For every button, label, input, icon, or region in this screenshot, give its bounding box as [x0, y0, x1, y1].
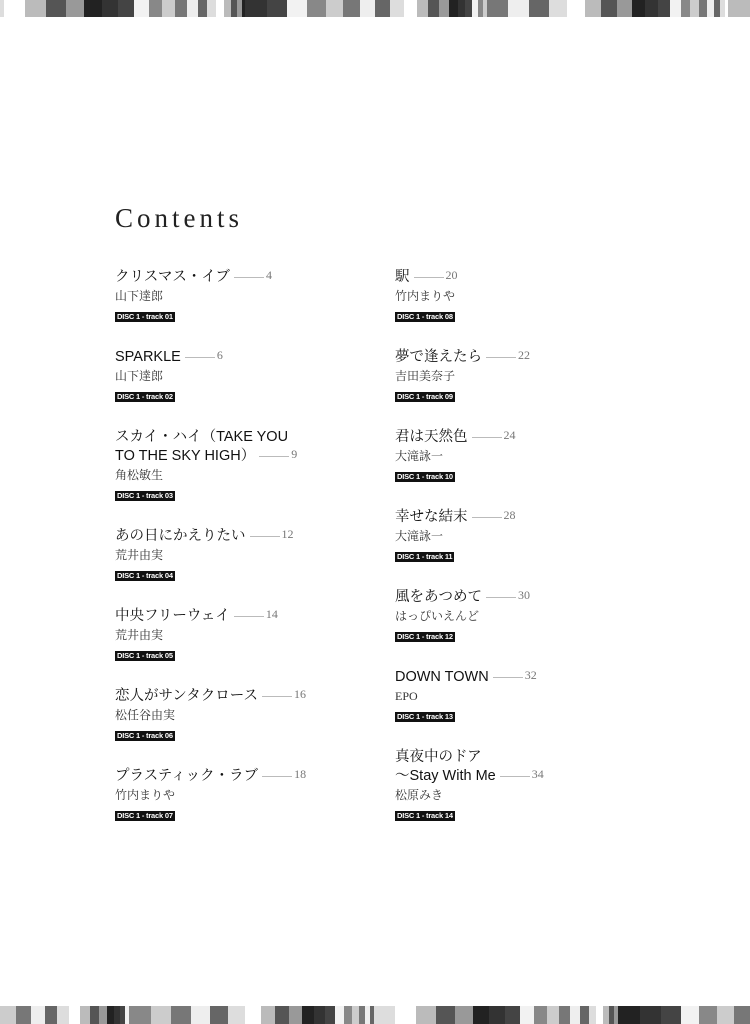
stripe — [658, 0, 670, 17]
stripe — [224, 0, 231, 17]
song-title-line — [395, 588, 655, 607]
stripe — [596, 1006, 603, 1024]
song-title — [395, 748, 655, 786]
song-title — [395, 508, 655, 527]
stripe — [681, 1006, 700, 1024]
disc-track-badge: DISC 1 - track 08 — [397, 312, 453, 321]
artist-name: 吉田美奈子 — [395, 369, 456, 383]
stripe — [289, 1006, 302, 1024]
song-title — [395, 268, 655, 287]
stripe — [416, 1006, 436, 1024]
stripe — [404, 0, 417, 17]
stripe — [46, 0, 66, 17]
stripe — [134, 0, 149, 17]
page-number: 32 — [524, 668, 537, 682]
stripe — [129, 1006, 151, 1024]
stripe — [681, 0, 691, 17]
stripe — [601, 0, 617, 17]
song-title-line — [395, 268, 655, 287]
artist-name: 大滝詠一 — [395, 449, 444, 463]
stripe — [520, 1006, 534, 1024]
leader-line — [500, 776, 530, 777]
song-title-line — [115, 687, 375, 706]
page-number: 24 — [503, 428, 516, 442]
page-number: 34 — [531, 767, 544, 781]
stripe — [559, 1006, 570, 1024]
stripe — [690, 0, 699, 17]
song-title-text: あの日にかえりたい — [115, 528, 246, 544]
disc-track-badge: DISC 1 - track 12 — [397, 632, 453, 641]
song-title-text: TO THE SKY HIGH） — [115, 448, 256, 464]
stripe — [335, 1006, 344, 1024]
song-title-text: クリスマス・イブ — [115, 269, 230, 285]
stripe — [187, 0, 198, 17]
artist-name: 山下達郎 — [115, 289, 164, 303]
stripe — [699, 0, 707, 17]
page-number: 4 — [265, 268, 272, 282]
stripe — [245, 1006, 261, 1024]
page-number: 22 — [518, 348, 530, 362]
song-title-text: 真夜中のドア — [395, 749, 482, 765]
toc-entry[interactable] — [395, 428, 655, 484]
disc-track-badge: DISC 1 - track 06 — [117, 731, 173, 740]
leader-line — [493, 677, 523, 678]
song-title-line — [395, 428, 655, 447]
stripe — [325, 1006, 335, 1024]
stripe — [375, 0, 390, 17]
artist-name: 荒井由実 — [115, 628, 164, 642]
song-title-line — [115, 268, 375, 287]
song-title-line — [395, 668, 655, 687]
stripe — [171, 1006, 191, 1024]
stripe — [585, 0, 602, 17]
song-title-line — [115, 607, 375, 626]
stripe — [326, 0, 344, 17]
stripe — [699, 1006, 717, 1024]
leader-line — [262, 776, 292, 777]
page-number: 18 — [294, 767, 307, 781]
toc-entry[interactable] — [395, 348, 655, 404]
song-title — [395, 588, 655, 607]
stripe — [436, 1006, 455, 1024]
disc-track-badge: DISC 1 - track 11 — [397, 552, 453, 561]
leader-line — [234, 277, 264, 278]
stripe — [589, 1006, 597, 1024]
contents-column-left — [115, 268, 375, 847]
stripe — [618, 1006, 640, 1024]
toc-entry[interactable] — [115, 687, 375, 743]
song-title-line — [115, 428, 375, 447]
toc-entry[interactable] — [115, 607, 375, 663]
song-title-text: 君は天然色 — [395, 429, 468, 445]
stripe — [505, 1006, 520, 1024]
leader-line — [472, 437, 502, 438]
artist-name: 竹内まりや — [115, 788, 176, 802]
stripe — [69, 1006, 80, 1024]
toc-entry[interactable] — [115, 268, 375, 324]
stripe — [207, 0, 216, 17]
stripe — [228, 1006, 245, 1024]
disc-track-badge: DISC 1 - track 01 — [117, 312, 173, 321]
stripe — [0, 1006, 16, 1024]
artist-name: 大滝詠一 — [395, 529, 444, 543]
stripe — [57, 1006, 69, 1024]
leader-line — [414, 277, 444, 278]
stripe — [16, 1006, 31, 1024]
song-title-text: スカイ・ハイ（TAKE YOU — [115, 429, 289, 445]
toc-entry[interactable] — [115, 527, 375, 583]
stripe — [307, 0, 326, 17]
stripe — [395, 1006, 416, 1024]
song-title-text: 幸せな結末 — [395, 509, 468, 525]
stripe — [617, 0, 632, 17]
stripe — [99, 1006, 107, 1024]
page-number: 6 — [216, 348, 223, 362]
stripe — [549, 0, 568, 17]
page-number: 14 — [265, 607, 278, 621]
stripe — [508, 0, 529, 17]
leader-line — [185, 357, 215, 358]
stripe — [580, 1006, 589, 1024]
stripe — [487, 0, 509, 17]
page-number: 16 — [293, 687, 306, 701]
stripe — [275, 1006, 289, 1024]
song-title-text: 駅 — [395, 269, 410, 285]
toc-entry[interactable] — [395, 588, 655, 644]
page-number: 30 — [518, 588, 530, 602]
disc-track-badge: DISC 1 - track 07 — [117, 811, 173, 820]
stripe — [343, 0, 360, 17]
disc-track-badge: DISC 1 - track 09 — [397, 392, 453, 401]
contents-column-right — [395, 268, 655, 847]
song-title-line — [395, 767, 655, 786]
stripe — [439, 0, 449, 17]
song-title-text: プラスティック・ラブ — [115, 768, 259, 784]
disc-track-badge: DISC 1 - track 05 — [117, 651, 173, 660]
stripe — [458, 0, 466, 17]
artist-name: EPO — [395, 689, 418, 703]
song-title-text: 中央フリーウェイ — [115, 608, 230, 624]
song-title-line — [115, 348, 375, 367]
leader-line — [259, 456, 289, 457]
toc-entry[interactable] — [115, 348, 375, 404]
stripe — [455, 1006, 473, 1024]
leader-line — [486, 597, 516, 598]
stripe — [31, 1006, 45, 1024]
stripe — [149, 0, 163, 17]
song-title-line — [395, 348, 655, 367]
song-title-text: 恋人がサンタクロース — [115, 688, 258, 704]
artist-name: はっぴいえんど — [395, 609, 480, 623]
stripe — [717, 1006, 734, 1024]
toc-entry[interactable] — [395, 748, 655, 823]
stripe — [670, 0, 681, 17]
stripe — [374, 1006, 396, 1024]
stripe — [473, 1006, 490, 1024]
stripe — [151, 1006, 172, 1024]
page-number: 9 — [291, 447, 298, 461]
toc-entry[interactable] — [395, 508, 655, 564]
leader-line — [472, 517, 502, 518]
song-title-line — [395, 748, 655, 767]
disc-track-badge: DISC 1 - track 02 — [117, 392, 173, 401]
leader-line — [234, 616, 264, 617]
stripe — [567, 0, 585, 17]
stripe — [45, 1006, 58, 1024]
stripe — [191, 1006, 210, 1024]
stripe — [287, 0, 307, 17]
stripe — [80, 1006, 90, 1024]
stripe — [118, 0, 134, 17]
song-title-text: ～Stay With Me — [395, 768, 496, 784]
artist-name: 角松敏生 — [115, 468, 164, 482]
song-title — [115, 428, 375, 466]
stripe — [728, 0, 750, 17]
leader-line — [486, 357, 516, 358]
song-title-text: 風をあつめて — [395, 589, 482, 605]
song-title — [115, 348, 375, 367]
song-title — [395, 428, 655, 447]
stripe — [465, 0, 472, 17]
disc-track-badge: DISC 1 - track 04 — [117, 571, 173, 580]
stripe — [661, 1006, 681, 1024]
stripe — [84, 0, 102, 17]
stripe — [449, 0, 458, 17]
song-title — [115, 767, 375, 786]
stripe — [417, 0, 429, 17]
song-title — [115, 268, 375, 287]
stripe — [645, 0, 658, 17]
stripe — [428, 0, 439, 17]
toc-entry[interactable] — [395, 668, 655, 724]
stripe — [489, 1006, 505, 1024]
artist-name: 山下達郎 — [115, 369, 164, 383]
stripe — [216, 0, 224, 17]
artist-name: 荒井由実 — [115, 548, 164, 562]
stripe — [107, 1006, 114, 1024]
song-title-line — [115, 527, 375, 546]
stripe — [245, 0, 267, 17]
song-title-line — [115, 767, 375, 786]
stripe — [570, 1006, 580, 1024]
disc-track-badge: DISC 1 - track 14 — [397, 811, 453, 820]
stripe — [360, 0, 376, 17]
stripe — [529, 0, 549, 17]
song-title — [115, 687, 375, 706]
stripe — [734, 1006, 750, 1024]
stripe — [707, 0, 714, 17]
stripe — [352, 1006, 359, 1024]
stripe — [90, 1006, 99, 1024]
stripe — [25, 0, 46, 17]
toc-entry[interactable] — [395, 268, 655, 324]
stripe — [66, 0, 85, 17]
song-title-line — [115, 447, 375, 466]
stripe — [344, 1006, 352, 1024]
leader-line — [250, 536, 280, 537]
page-number: 12 — [281, 527, 294, 541]
stripe — [210, 1006, 228, 1024]
song-title — [115, 607, 375, 626]
stripe — [640, 1006, 661, 1024]
song-title — [395, 668, 655, 687]
stripe — [302, 1006, 314, 1024]
stripe — [198, 0, 208, 17]
stripe — [632, 0, 646, 17]
song-title — [115, 527, 375, 546]
leader-line — [262, 696, 292, 697]
song-title-text: 夢で逢えたら — [395, 349, 482, 365]
artist-name: 竹内まりや — [395, 289, 456, 303]
page-number: 28 — [503, 508, 516, 522]
song-title-text: SPARKLE — [115, 349, 181, 365]
page-title: Contents — [115, 203, 244, 233]
artist-name: 松原みき — [395, 788, 444, 802]
stripe — [175, 0, 187, 17]
bottom-stripe-border — [0, 1006, 750, 1024]
stripe — [261, 1006, 276, 1024]
stripe — [534, 1006, 547, 1024]
song-title-text: DOWN TOWN — [395, 669, 489, 685]
stripe — [162, 0, 175, 17]
song-title-line — [395, 508, 655, 527]
stripe — [102, 0, 119, 17]
stripe — [4, 0, 26, 17]
disc-track-badge: DISC 1 - track 03 — [117, 491, 173, 500]
toc-entry[interactable] — [115, 767, 375, 823]
top-stripe-border — [0, 0, 750, 17]
stripe — [390, 0, 404, 17]
stripe — [267, 0, 288, 17]
artist-name: 松任谷由実 — [115, 708, 176, 722]
stripe — [314, 1006, 325, 1024]
disc-track-badge: DISC 1 - track 13 — [397, 712, 453, 721]
page-number: 20 — [445, 268, 458, 282]
toc-entry[interactable] — [115, 428, 375, 503]
song-title — [395, 348, 655, 367]
stripe — [547, 1006, 559, 1024]
disc-track-badge: DISC 1 - track 10 — [397, 472, 453, 481]
